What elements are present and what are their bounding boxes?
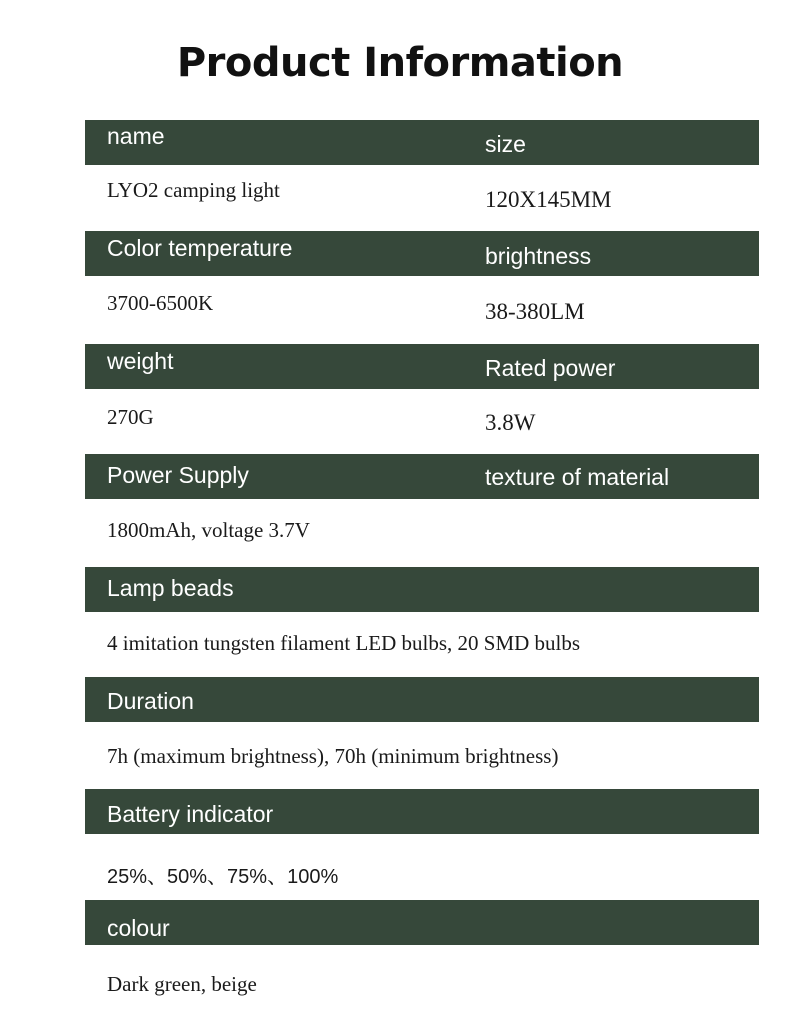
header-bar-colour bbox=[85, 900, 759, 945]
label-brightness: brightness bbox=[485, 243, 592, 269]
value-rated-power: 3.8W bbox=[485, 410, 536, 435]
value-battery-indicator: 25%、50%、75%、100% bbox=[107, 866, 339, 888]
label-duration: Duration bbox=[107, 688, 194, 714]
value-brightness: 38-380LM bbox=[485, 299, 585, 324]
label-lamp-beads: Lamp beads bbox=[107, 575, 234, 601]
label-rated-power: Rated power bbox=[485, 355, 616, 381]
header-bar-name-size bbox=[85, 120, 759, 165]
value-size: 120X145MM bbox=[485, 187, 612, 212]
label-power-supply: Power Supply bbox=[107, 462, 249, 488]
value-power-supply: 1800mAh, voltage 3.7V bbox=[107, 518, 310, 542]
label-battery-indicator: Battery indicator bbox=[107, 801, 274, 827]
label-weight: weight bbox=[107, 348, 174, 374]
label-color-temperature: Color temperature bbox=[107, 235, 293, 261]
label-texture-of-material: texture of material bbox=[485, 464, 670, 490]
label-colour: colour bbox=[107, 915, 170, 941]
value-lamp-beads: 4 imitation tungsten filament LED bulbs, 20 SMD bulbs bbox=[107, 631, 581, 655]
value-name: LYO2 camping light bbox=[107, 178, 280, 202]
label-size: size bbox=[485, 131, 526, 157]
page-title: Product Information bbox=[176, 40, 624, 86]
value-weight: 270G bbox=[107, 405, 154, 429]
label-name: name bbox=[107, 123, 165, 149]
value-duration: 7h (maximum brightness), 70h (minimum brightness) bbox=[107, 744, 559, 768]
value-colour: Dark green, beige bbox=[107, 972, 257, 996]
header-bar-weight-rated-power bbox=[85, 344, 759, 389]
value-color-temperature: 3700-6500K bbox=[107, 291, 214, 315]
